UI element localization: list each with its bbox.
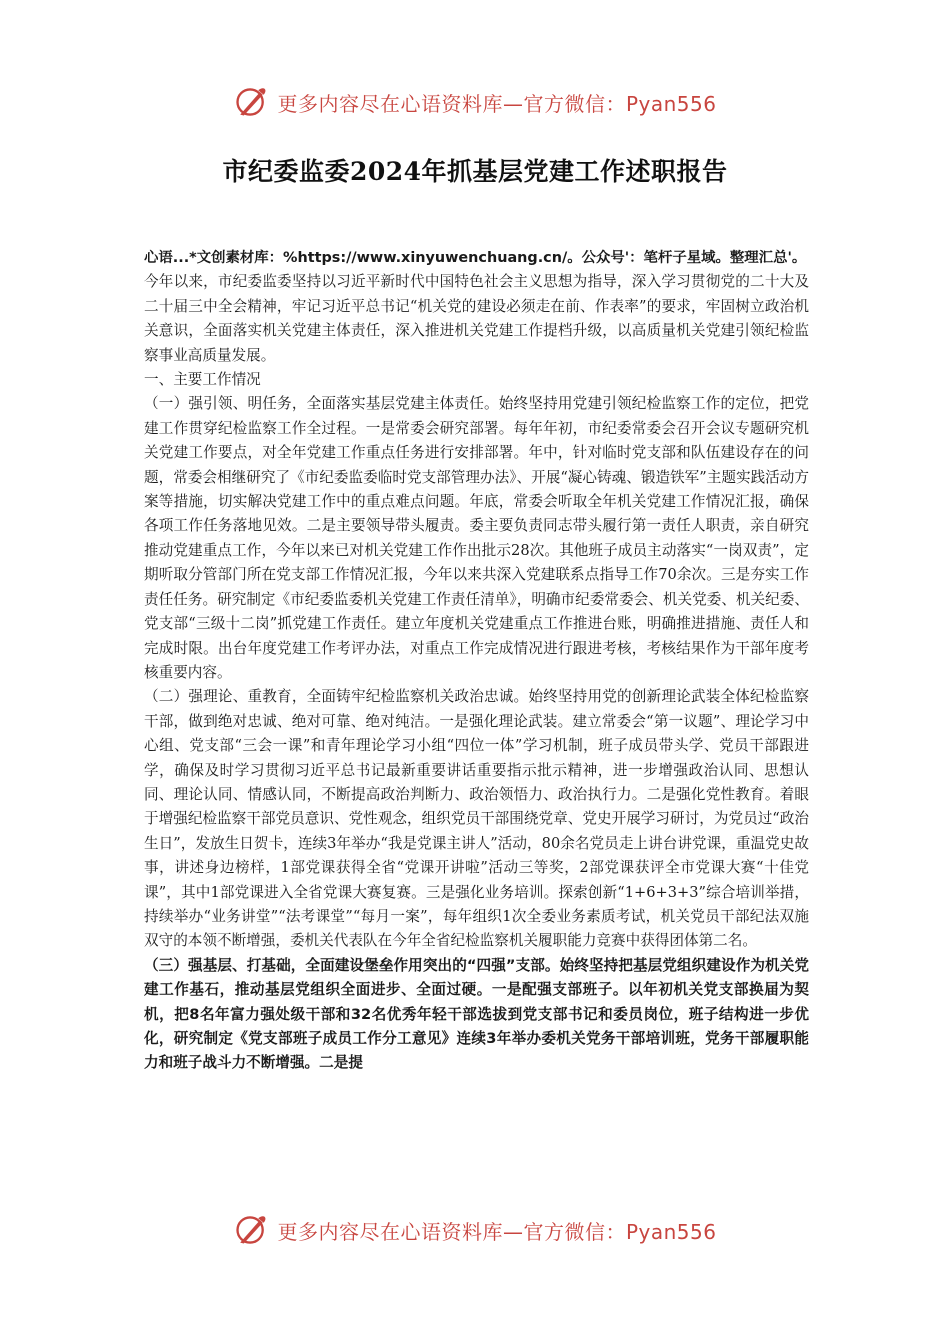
watermark-text: 更多内容尽在心语资料库—官方微信：Pyan556 bbox=[277, 91, 717, 116]
document-body bbox=[144, 246, 809, 1076]
document-title: 市纪委监委2024年抓基层党建工作述职报告 bbox=[222, 157, 728, 186]
source-line: 心语...*文创素材库：%https://www.xinyuwenchuang.cn/。公众号'：笔杆子星域。整理汇总'。 bbox=[144, 250, 807, 266]
section-heading: 一、主要工作情况 bbox=[144, 371, 261, 389]
quill-pen-logo-icon bbox=[233, 84, 269, 120]
paragraph-2: （二）强理论、重教育，全面铸牢纪检监察机关政治忠诚。始终坚持用党的创新理论武装全体纪检监察干部，做到绝对忠诚、绝对可靠、绝对纯洁。一是强化理论武装。建立常委会“第一议题”、理论学习中心组、党支部“三会一课”和青年理论学习小组“四位一体”学习机制，班子成员带头学、党员干部跟进学，确保及时学习贯彻习近平总书记最新重要讲话重要指示批示精神，进一步增强政治认同、思想认同、理论认同、情感认同，不断提高政治判断力、政治领悟力、政治执行力。二是强化党性教育。着眼于增强纪检监察干部党员意识、党性观念，组织党员干部围绕党章、党史开展学习研讨，为党员过“政治生日”，发放生日贺卡，连续3年举办“我是党课主讲人”活动，80余名党员走上讲台讲党课，重温党史故事，讲述身边榜样，1部党课获得全省“党课开讲啦”活动三等奖，2部党课获评全市党课大赛“十佳党课”，其中1部党课进入全省党课大赛复赛。三是强化业务培训。探索创新“1+6+3+3”综合培训举措，持续举办“业务讲堂”“法考课堂”“每月一案”，每年组织1次全委业务素质考试，机关党员干部纪法双施双守的本领不断增强，委机关代表队在今年全省纪检监察机关履职能力竞赛中获得团体第二名。 bbox=[144, 688, 809, 950]
paragraph-3: （三）强基层、打基础，全面建设堡垒作用突出的“四强”支部。始终坚持把基层党组织建设作为机关党建工作基石，推动基层党组织全面进步、全面过硬。一是配强支部班子。以年初机关党支部换届为契机，把8名年富力强处级干部和32名优秀年轻干部选拔到党支部书记和委员岗位，班子结构进一步优化，研究制定《党支部班子成员工作分工意见》连续3年举办委机关党务干部培训班，党务干部履职能力和班子战斗力不断增强。二是提 bbox=[144, 956, 809, 1072]
watermark-text: 更多内容尽在心语资料库—官方微信：Pyan556 bbox=[277, 1219, 717, 1244]
top-watermark-banner bbox=[0, 82, 950, 122]
bottom-watermark-banner bbox=[0, 1210, 950, 1250]
paragraph-1: （一）强引领、明任务，全面落实基层党建主体责任。始终坚持用党建引领纪检监察工作的定位，把党建工作贯穿纪检监察工作全过程。一是常委会研究部署。每年年初，市纪委常委会召开会议专题研究机关党建工作要点，对全年党建工作重点任务进行安排部署。年中，针对临时党支部和队伍建设存在的问题，常委会相继研究了《市纪委监委临时党支部管理办法》、开展“凝心铸魂、锻造铁军”主题实践活动方案等措施，切实解决党建工作中的重点难点问题。年底，常委会听取全年机关党建工作情况汇报，确保各项工作任务落地见效。二是主要领导带头履责。委主要负责同志带头履行第一责任人职责，亲自研究推动党建重点工作，今年以来已对机关党建工作作出批示28次。其他班子成员主动落实“一岗双责”，定期听取分管部门所在党支部工作情况汇报，今年以来共深入党建联系点指导工作70余次。三是夯实工作责任任务。研究制定《市纪委监委机关党建工作责任清单》，明确市纪委常委会、机关党委、机关纪委、党支部“三级十二岗”抓党建工作责任。建立年度机关党建重点工作推进台账，明确推进措施、责任人和完成时限。出台年度党建工作考评办法，对重点工作完成情况进行跟进考核，考核结果作为干部年度考核重要内容。 bbox=[144, 395, 809, 681]
intro-paragraph: 今年以来，市纪委监委坚持以习近平新时代中国特色社会主义思想为指导，深入学习贯彻党的二十大及二十届三中全会精神，牢记习近平总书记“机关党的建设必须走在前、作表率”的要求，牢固树立政治机关意识，全面落实机关党建主体责任，深入推进机关党建工作提档升级，以高质量机关党建引领纪检监察事业高质量发展。 bbox=[144, 273, 809, 364]
quill-pen-logo-icon bbox=[233, 1212, 269, 1248]
